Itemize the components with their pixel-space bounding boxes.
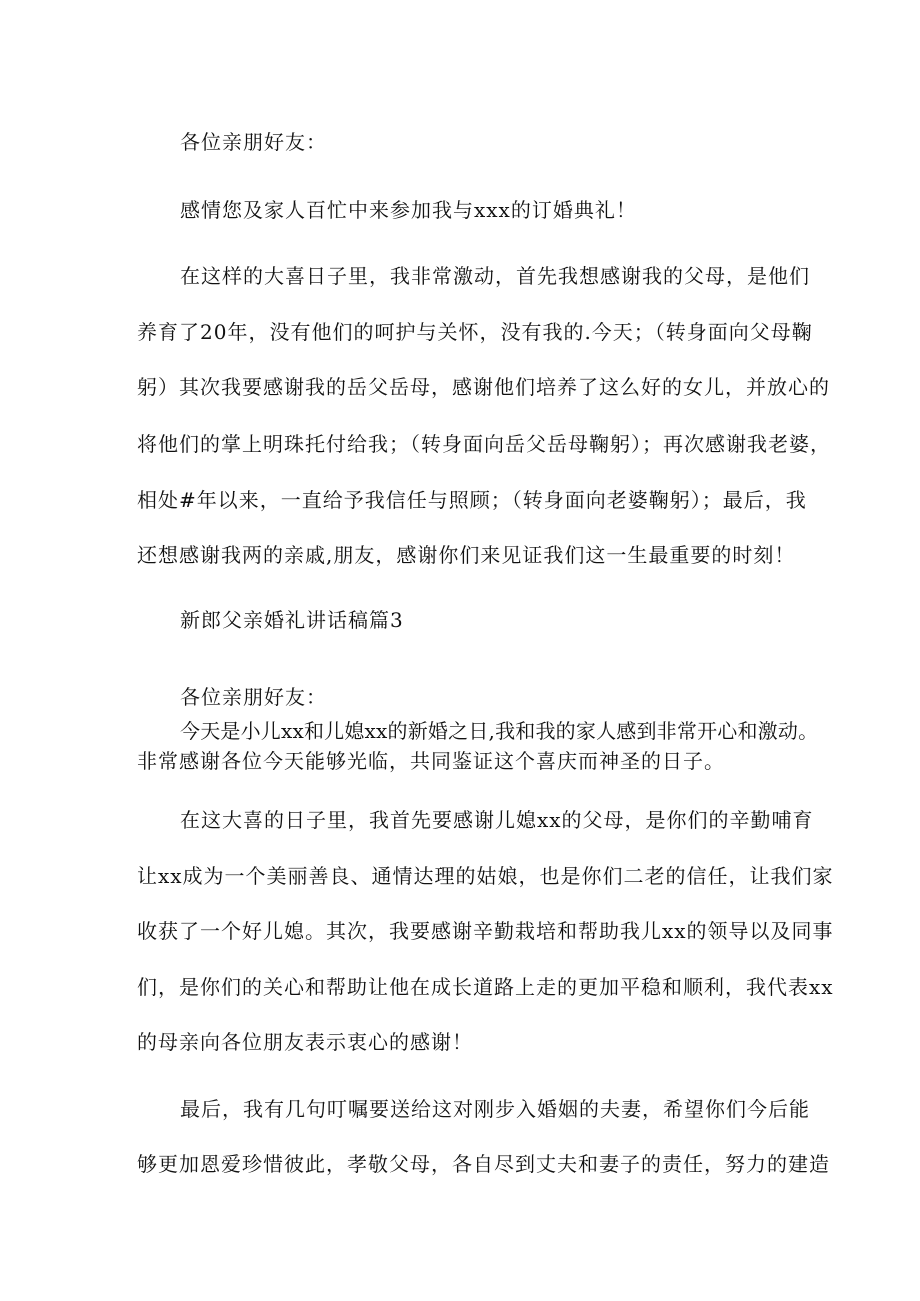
- paragraph-4-line: 最后，我有几句叮嘱要送给这对刚步入婚姻的夫妻，希望你们今后能: [180, 1097, 810, 1121]
- paragraph-3-line: 让xx成为一个美丽善良、通情达理的姑娘，也是你们二老的信任，让我们家: [137, 864, 834, 888]
- paragraph-3-line: 在这大喜的日子里，我首先要感谢儿媳xx的父母，是你们的辛勤哺育: [180, 808, 814, 832]
- thanks-line: 感情您及家人百忙中来参加我与xxx的订婚典礼！: [180, 198, 637, 222]
- paragraph-3-line: 收获了一个好儿媳。其次，我要感谢辛勤栽培和帮助我儿xx的领导以及同事: [137, 919, 834, 943]
- paragraph-1-line: 还想感谢我两的亲戚,朋友，感谢你们来见证我们这一生最重要的时刻！: [137, 543, 796, 567]
- paragraph-3-line: 的母亲向各位朋友表示衷心的感谢！: [137, 1030, 473, 1054]
- paragraph-3-line: 们，是你们的关心和帮助让他在成长道路上走的更加平稳和顺利，我代表xx: [137, 975, 834, 999]
- paragraph-2-line: 非常感谢各位今天能够光临，共同鉴证这个喜庆而神圣的日子。: [137, 749, 725, 773]
- paragraph-1-line: 躬）其次我要感谢我的岳父岳母，感谢他们培养了这么好的女儿，并放心的: [137, 375, 830, 399]
- paragraph-1-line: 在这样的大喜日子里，我非常激动，首先我想感谢我的父母，是他们: [180, 264, 810, 288]
- paragraph-2-line: 今天是小儿xx和儿媳xx的新婚之日,我和我的家人感到非常开心和激动。: [180, 719, 819, 743]
- section-title: 新郎父亲婚礼讲话稿篇3: [180, 608, 404, 632]
- paragraph-1-line: 将他们的掌上明珠托付给我；（转身面向岳父岳母鞠躬）；再次感谢我老婆，: [137, 432, 831, 456]
- paragraph-4-line: 够更加恩爱珍惜彼此，孝敬父母，各自尽到丈夫和妻子的责任，努力的建造: [137, 1152, 830, 1176]
- paragraph-1-line: 养育了20年，没有他们的呵护与关怀，没有我的.今天；（转身面向父母鞠: [137, 320, 813, 344]
- paragraph-1-line: 相处#年以来，一直给予我信任与照顾；（转身面向老婆鞠躬）；最后，我: [137, 488, 807, 512]
- greeting-2: 各位亲朋好友：: [180, 685, 327, 709]
- greeting-1: 各位亲朋好友：: [180, 130, 327, 154]
